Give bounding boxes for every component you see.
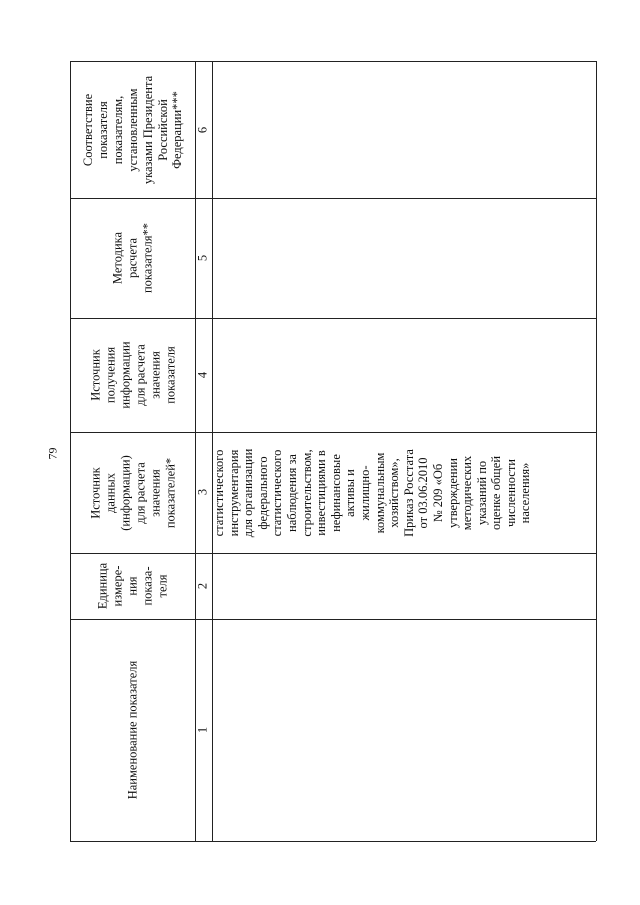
column-number-5: 5 (195, 254, 210, 262)
column-number-1: 1 (195, 726, 210, 734)
body-divider-1-2 (212, 619, 596, 620)
header-info-source: Источник получения информации для расчета значения показателя (87, 341, 177, 409)
body-divider-4-5 (212, 318, 596, 319)
header-compliance: Соответствие показателя показателям, установленным указами Президента Российской Федерации*** (80, 75, 184, 184)
header-separator (195, 61, 196, 841)
body-cell-data-source: статистического инструментария для организации федерального статистического наблюдения за строительством, инвестициями в нефинансовые активы и жилищно- коммунальным хозяйством», Приказ Росстата от 03.06.2010 № 209 «Об утверждении методических указаний по оценке общей численности населения» (212, 448, 533, 537)
header-indicator-name: Наименование показателя (125, 660, 140, 800)
header-data-source: Источник данных (информации) для расчета значения показателей* (87, 454, 177, 531)
column-number-3: 3 (195, 488, 210, 496)
body-divider-5-6 (212, 198, 596, 199)
table-border-bottom (596, 61, 597, 841)
column-number-4: 4 (195, 371, 210, 379)
page-number: 79 (45, 447, 60, 459)
header-unit: Единица измере- ния показа- теля (95, 562, 169, 610)
body-divider-2-3 (212, 553, 596, 554)
column-number-2: 2 (195, 582, 210, 590)
column-number-6: 6 (195, 126, 210, 134)
table-border-left (70, 841, 596, 842)
header-methodology: Методика расчета показателя** (110, 222, 154, 294)
